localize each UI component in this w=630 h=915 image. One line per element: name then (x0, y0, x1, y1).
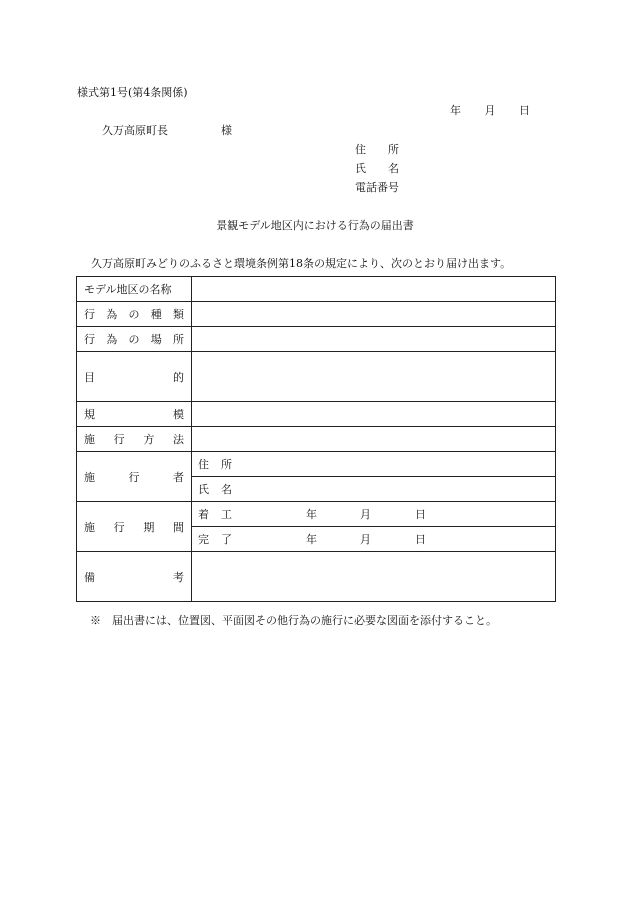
table-row (77, 402, 556, 427)
label-char: 完 (198, 533, 209, 546)
table-row (77, 302, 556, 327)
applicant-address-label: 住 所 (355, 143, 399, 156)
model-area-field[interactable] (192, 277, 556, 302)
label-char: 場 (150, 333, 162, 346)
attachment-note: ※ 届出書には、位置図、平面図その他行為の施行に必要な図面を添付すること。 (90, 614, 497, 627)
label-char: 目 (84, 370, 95, 384)
label-char: 氏 (198, 483, 209, 496)
purpose-label-cell (77, 352, 192, 402)
label-char: の (128, 333, 140, 346)
label-char: 施 (84, 433, 95, 446)
model-area-label-cell (77, 277, 192, 302)
label-char: 施 (84, 520, 95, 534)
table-row (77, 552, 556, 602)
remarks-field[interactable] (192, 552, 556, 602)
month-label: 月 (484, 104, 496, 117)
label-char: 備 (84, 570, 95, 584)
contractor-name-field[interactable] (192, 477, 556, 502)
label-char: 為 (106, 308, 118, 321)
addressee-honorific: 様 (221, 124, 232, 137)
notification-table (76, 276, 556, 602)
label-char: 行 (84, 308, 95, 321)
applicant-phone-label: 電話番号 (355, 181, 399, 194)
label-char: 名 (221, 483, 232, 496)
form-number: 様式第1号(第4条関係) (77, 86, 188, 99)
label-char: の (128, 308, 140, 321)
table-row (77, 327, 556, 352)
label-char: 法 (172, 433, 184, 446)
period-start-field[interactable] (192, 502, 556, 527)
label-char: 模 (173, 408, 184, 421)
day-unit: 日 (415, 533, 426, 546)
date-line (450, 104, 530, 117)
label-char: 住 (198, 458, 209, 471)
label-char: 行 (84, 333, 95, 346)
year-unit: 年 (306, 508, 317, 521)
label-char: 的 (173, 370, 184, 384)
label-char: 着 (198, 508, 209, 521)
label-char: 行 (113, 520, 125, 534)
label-char: 工 (221, 508, 232, 521)
label-char: 行 (113, 433, 125, 446)
label-char: 所 (173, 333, 184, 346)
action-place-field[interactable] (192, 327, 556, 352)
month-unit: 月 (360, 508, 371, 521)
method-label-cell (77, 427, 192, 452)
intro-text: 久万高原町みどりのふるさと環境条例第18条の規定により、次のとおり届け出ます。 (91, 257, 512, 270)
label-char: 方 (143, 433, 155, 446)
label-char: 行 (128, 470, 140, 484)
scale-label-cell (77, 402, 192, 427)
contractor-address-field[interactable] (192, 452, 556, 477)
table-row (77, 277, 556, 302)
action-type-field[interactable] (192, 302, 556, 327)
contractor-label-cell (77, 452, 192, 502)
purpose-field[interactable] (192, 352, 556, 402)
day-label: 日 (519, 104, 530, 117)
remarks-label-cell (77, 552, 192, 602)
year-label: 年 (450, 104, 461, 117)
document-title: 景観モデル地区内における行為の届出書 (216, 219, 414, 232)
label-char: 期 (143, 520, 155, 534)
month-unit: 月 (360, 533, 371, 546)
applicant-name-label: 氏 名 (355, 162, 399, 175)
label-char: 為 (106, 333, 118, 346)
action-place-label-cell (77, 327, 192, 352)
label-char: 所 (221, 458, 232, 471)
table-row (77, 452, 556, 477)
label-char: 者 (173, 470, 184, 484)
model-area-label: モデル地区の名称 (84, 283, 172, 296)
label-char: 類 (173, 308, 184, 321)
addressee-name: 久万高原町長 (102, 124, 168, 137)
label-char: 種 (150, 308, 162, 321)
period-label-cell (77, 502, 192, 552)
table-row (77, 427, 556, 452)
action-type-label-cell (77, 302, 192, 327)
label-char: 施 (84, 470, 95, 484)
label-char: 考 (173, 570, 184, 584)
day-unit: 日 (415, 508, 426, 521)
label-char: 了 (221, 533, 232, 546)
table-row (77, 502, 556, 527)
scale-field[interactable] (192, 402, 556, 427)
label-char: 間 (172, 520, 184, 534)
period-end-field[interactable] (192, 527, 556, 552)
label-char: 規 (84, 408, 95, 421)
table-row (77, 352, 556, 402)
year-unit: 年 (306, 533, 317, 546)
method-field[interactable] (192, 427, 556, 452)
